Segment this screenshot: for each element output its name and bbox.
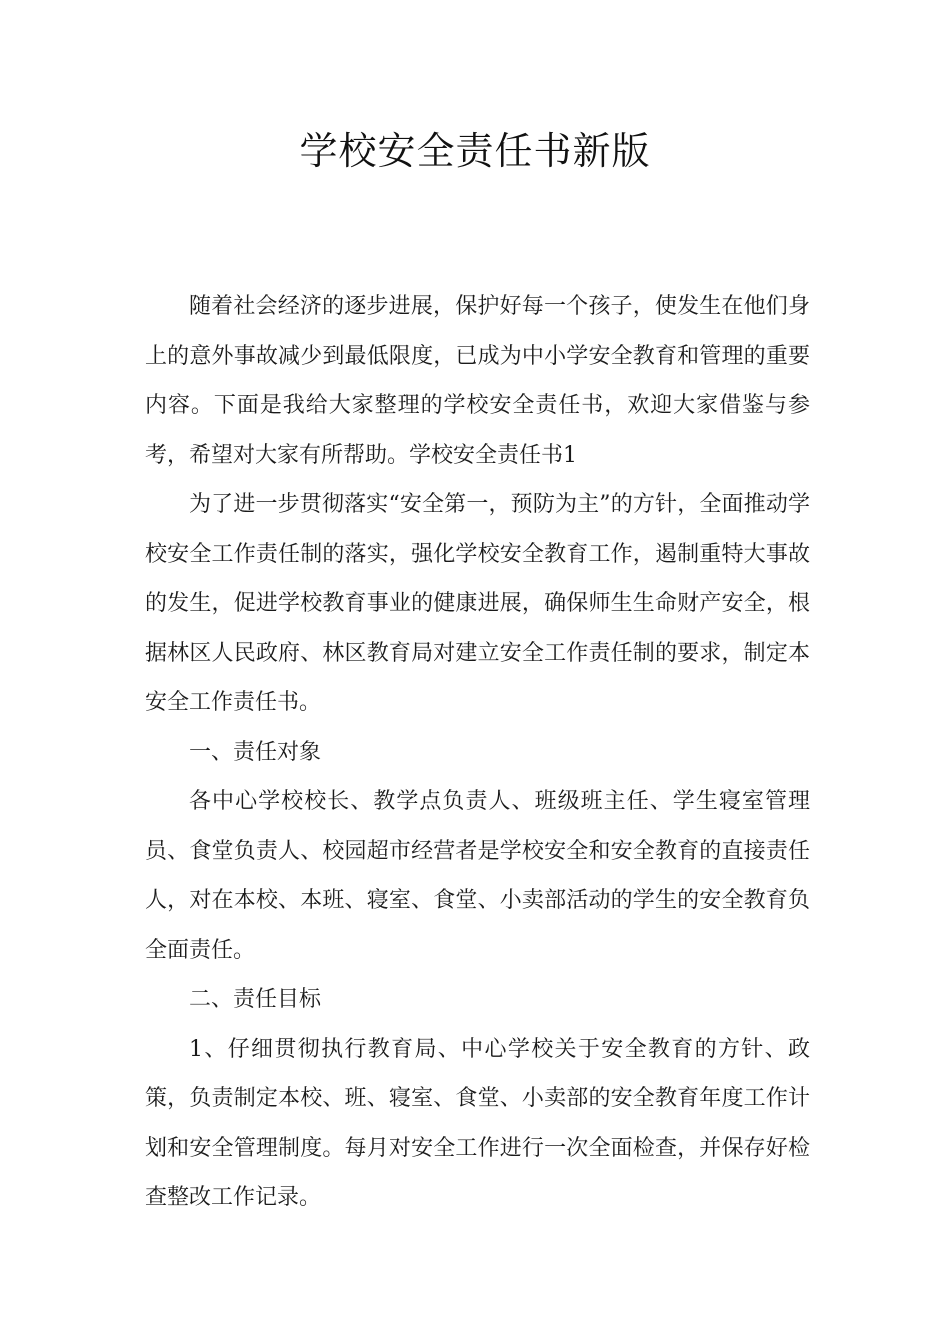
paragraph-goal-item-1: 1、仔细贯彻执行教育局、中心学校关于安全教育的方针、政策，负责制定本校、班、寝室、食堂、小卖部的安全教育年度工作计划和安全管理制度。每月对安全工作进行一次全面检查，并保存好检查整改工作记录。 xyxy=(145,1036,810,1210)
paragraph-intro: 随着社会经济的逐步进展，保护好每一个孩子，使发生在他们身上的意外事故减少到最低限度，已成为中小学安全教育和管理的重要内容。下面是我给大家整理的学校安全责任书，欢迎大家借鉴与参考，希望对大家有所帮助。学校安全责任书1 xyxy=(145,294,810,468)
document-title: 学校安全责任书新版 xyxy=(299,129,651,173)
paragraph-responsibility-object: 各中心学校校长、教学点负责人、班级班主任、学生寝室管理员、食堂负责人、校园超市经营者是学校安全和安全教育的直接责任人，对在本校、本班、寝室、食堂、小卖部活动的学生的安全教育负全面责任。 xyxy=(145,789,810,963)
section-heading-responsibility-object: 一、责任对象 xyxy=(189,739,322,765)
paragraph-purpose: 为了进一步贯彻落实“安全第一，预防为主”的方针，全面推动学校安全工作责任制的落实，强化学校安全教育工作，遏制重特大事故的发生，促进学校教育事业的健康进展，确保师生生命财产安全，根据林区人民政府、林区教育局对建立安全工作责任制的要求，制定本安全工作责任书。 xyxy=(145,492,810,715)
section-heading-responsibility-goal: 二、责任目标 xyxy=(189,987,322,1012)
document-body xyxy=(145,282,810,1223)
